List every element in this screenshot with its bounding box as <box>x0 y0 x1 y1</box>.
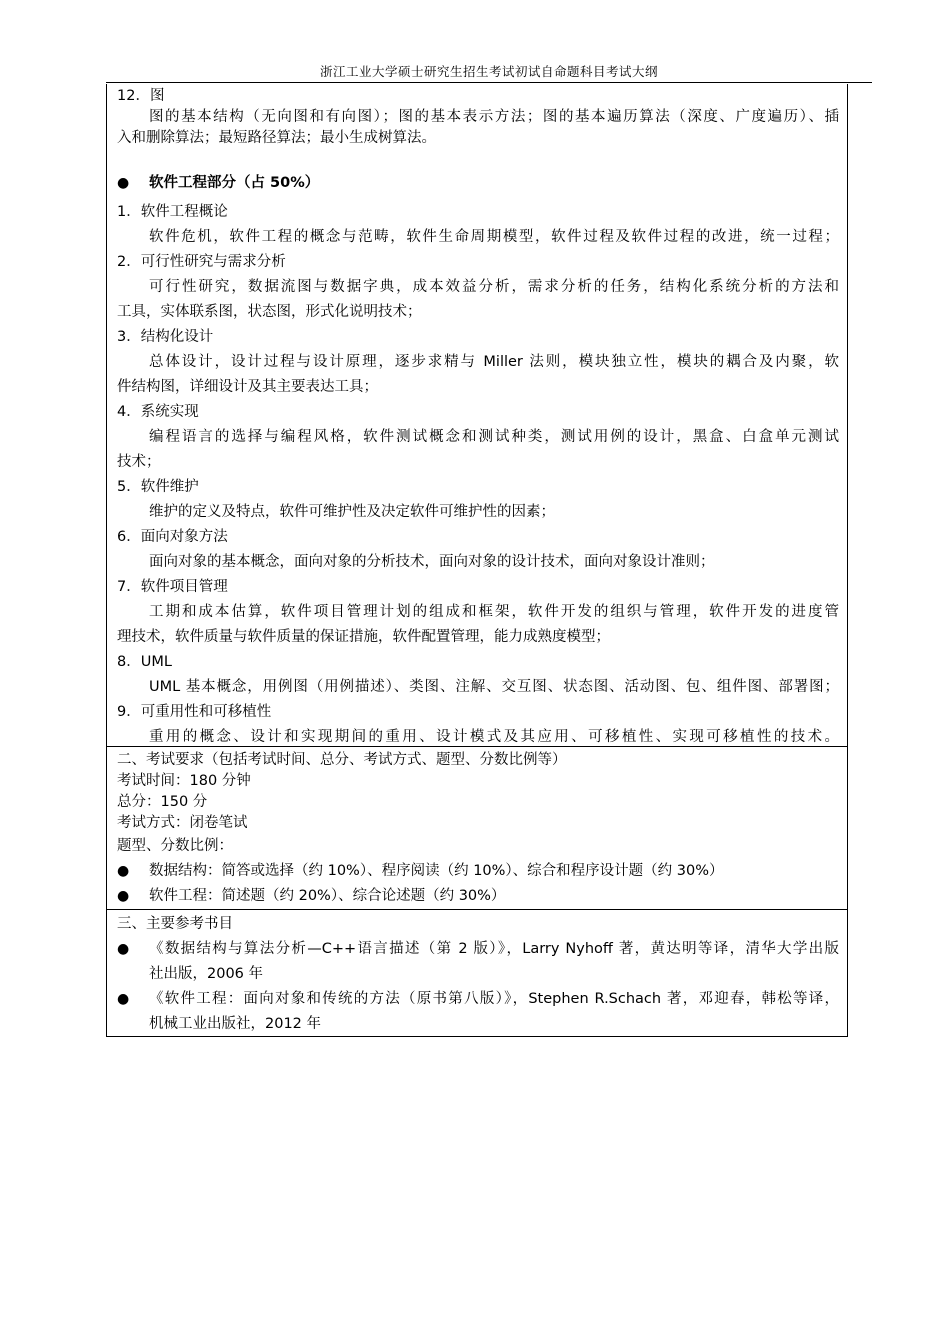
reference-books-title: 三、主要参考书目 <box>117 916 233 932</box>
header-rule <box>106 82 872 83</box>
reference-1-line-2: 社出版，2006 年 <box>149 966 264 982</box>
topic-6-text-1: 面向对象的基本概念，面向对象的分析技术，面向对象的设计技术，面向对象设计准则； <box>149 554 715 570</box>
exam-time: 考试时间：180 分钟 <box>117 773 251 789</box>
topic-9-title: 9．可重用性和可移植性 <box>117 704 272 720</box>
bullet-icon: ● <box>117 888 130 904</box>
topic-8-text-1: UML 基本概念，用例图（用例描述）、类图、注解、交互图、状态图、活动图、包、组件图、部署图； <box>149 679 839 695</box>
reference-books-section <box>106 909 848 1037</box>
topic-3-text-2: 件结构图，详细设计及其主要表达工具； <box>117 379 378 395</box>
software-engineering-heading: 软件工程部分（占 50%） <box>149 175 320 191</box>
bullet-icon: ● <box>117 991 130 1007</box>
types-data-structure: 数据结构：简答或选择（约 10%）、程序阅读（约 10%）、综合和程序设计题（约 30%） <box>149 863 724 879</box>
topic-1-title: 1．软件工程概论 <box>117 204 228 220</box>
types-software-engineering: 软件工程：简述题（约 20%）、综合论述题（约 30%） <box>149 888 506 904</box>
topic-4-title: 4．系统实现 <box>117 404 199 420</box>
topic-3-text-1: 总体设计，设计过程与设计原理，逐步求精与 Miller 法则，模块独立性，模块的耦合及内聚，软 <box>149 354 839 370</box>
topic-7-text-1: 工期和成本估算，软件项目管理计划的组成和框架，软件开发的组织与管理，软件开发的进度管 <box>149 604 839 620</box>
topic-4-text-1: 编程语言的选择与编程风格，软件测试概念和测试种类，测试用例的设计，黑盒、白盒单元测试 <box>149 429 839 445</box>
topic-9-text-1: 重用的概念、设计和实现期间的重用、设计模式及其应用、可移植性、实现可移植性的技术。 <box>149 729 839 745</box>
exam-requirements-section <box>106 746 848 910</box>
exam-method: 考试方式：闭卷笔试 <box>117 815 248 831</box>
reference-1-line-1: 《数据结构与算法分析—C++语言描述（第 2 版）》，Larry Nyhoff 著，黄达明等译，清华大学出版 <box>149 941 839 957</box>
topic-1-text-1: 软件危机，软件工程的概念与范畴，软件生命周期模型，软件过程及软件过程的改进，统一过程； <box>149 229 839 245</box>
topic-8-title: 8．UML <box>117 654 172 670</box>
topic-2-title: 2．可行性研究与需求分析 <box>117 254 286 270</box>
topic-2-text-2: 工具，实体联系图，状态图，形式化说明技术； <box>117 304 422 320</box>
topic-6-title: 6．面向对象方法 <box>117 529 228 545</box>
exam-requirements-title: 二、考试要求（包括考试时间、总分、考试方式、题型、分数比例等） <box>117 752 567 768</box>
topic-4-text-2: 技术； <box>117 454 161 470</box>
exam-types: 题型、分数比例： <box>117 838 233 854</box>
topic-5-text-1: 维护的定义及特点，软件可维护性及决定软件可维护性的因素； <box>149 504 555 520</box>
bullet-icon: ● <box>117 175 130 191</box>
topic-3-title: 3．结构化设计 <box>117 329 214 345</box>
topic-5-title: 5．软件维护 <box>117 479 199 495</box>
bullet-icon: ● <box>117 863 130 879</box>
page-header: 浙江工业大学硕士研究生招生考试初试自命题科目考试大纲 <box>319 64 658 79</box>
syllabus-content-section <box>106 84 848 747</box>
exam-score: 总分：150 分 <box>117 794 208 810</box>
graph-text-1: 图的基本结构（无向图和有向图）；图的基本表示方法；图的基本遍历算法（深度、广度遍历）、插 <box>149 109 839 125</box>
reference-2-line-2: 机械工业出版社，2012 年 <box>149 1016 322 1032</box>
topic-7-text-2: 理技术，软件质量与软件质量的保证措施，软件配置管理，能力成熟度模型； <box>117 629 610 645</box>
bullet-icon: ● <box>117 941 130 957</box>
graph-heading: 12．图 <box>117 88 165 104</box>
reference-2-line-1: 《软件工程：面向对象和传统的方法（原书第八版）》，Stephen R.Schach 著，邓迎春，韩松等译， <box>149 991 839 1007</box>
graph-text-2: 入和删除算法；最短路径算法；最小生成树算法。 <box>117 130 436 146</box>
topic-2-text-1: 可行性研究，数据流图与数据字典，成本效益分析，需求分析的任务，结构化系统分析的方法和 <box>149 279 839 295</box>
topic-7-title: 7．软件项目管理 <box>117 579 228 595</box>
